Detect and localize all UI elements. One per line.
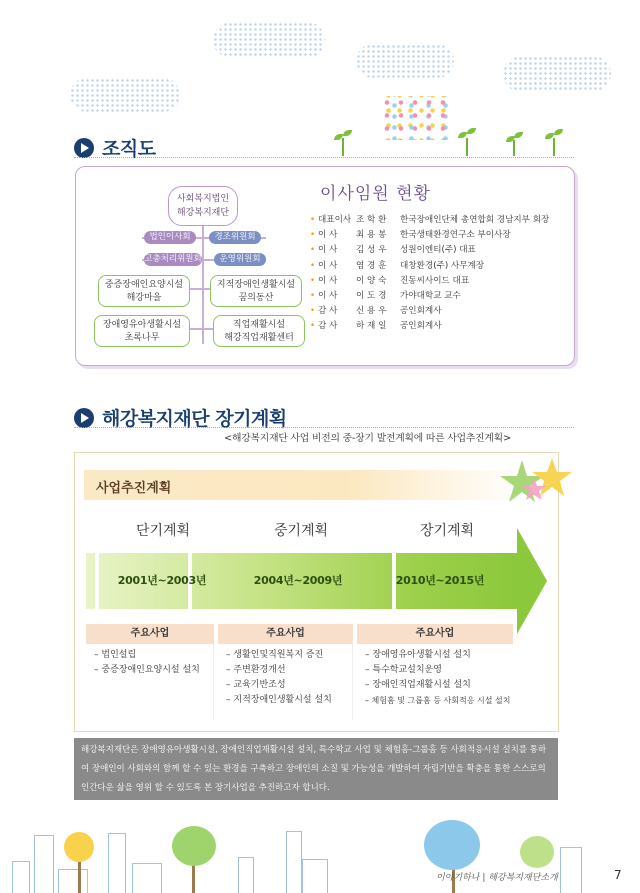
list-item: – 법인설립: [94, 650, 137, 660]
cloud-decoration: [503, 56, 611, 92]
org-top-line2: 해강복지재단: [176, 208, 230, 218]
star-decoration-icon: [494, 456, 578, 516]
arrow-head-icon: [517, 528, 547, 634]
task-header: 주요사업: [218, 624, 353, 644]
facility-name: 해강마을: [126, 293, 162, 303]
board-title: 이사임원 현황: [320, 184, 431, 204]
timeline-separator: [95, 553, 99, 609]
org-pill-board: 법인이사회: [144, 231, 196, 244]
cloud-decoration: [213, 22, 325, 58]
task-column: [357, 644, 517, 720]
page-number: 7: [614, 868, 622, 882]
bullet-icon: •: [310, 306, 316, 317]
facility-type: 지적장애인생활시설: [216, 280, 296, 290]
bullet-icon: •: [310, 275, 316, 286]
list-item: • 대표이사 조 학 환 한국장애인단체 총연합회 경남지부 회장: [310, 213, 549, 228]
facility-name: 초록나무: [124, 333, 160, 343]
facility-type: 직업재활시설: [232, 320, 286, 330]
bullet-icon: •: [310, 230, 316, 241]
facility-type: 중증장애인요양시설: [104, 280, 184, 290]
task-column: [218, 644, 353, 720]
section-title: 해강복지재단 장기계획: [102, 408, 287, 430]
bullet-icon: •: [310, 260, 316, 271]
facility-type: 장애영유아생활시설: [102, 320, 182, 330]
task-header: 주요사업: [86, 624, 214, 644]
page-footer: 이야기하나 | 해강복지재단소개: [436, 873, 558, 883]
arrow-circle-icon: [74, 408, 94, 428]
list-item: – 주변환경개선: [226, 665, 286, 675]
description-box: 해강복지재단은 장애영유아생활시설, 장애인직업재활시설 설치, 특수학교 사업 및 체험홈-그룹홈 등 사회적응시설 설치를 통하여 장애인이 사회와의 함께 할 수 있는 환경을 구축하고 장애인의 소질 및 가능성을 개발하여 자립기반을 확충을 통한 스스로의 인간다운 삶을 영위 할 수 있도록 본 장기사업을 추진하고자 합니다.: [74, 738, 558, 800]
task-header: 주요사업: [357, 624, 513, 644]
divider: [74, 427, 574, 428]
bullet-icon: •: [310, 245, 316, 256]
plan-banner-label: 사업추진계획: [96, 481, 172, 496]
board-member-list: [310, 213, 549, 335]
list-item: – 장애인직업재활시설 설치: [365, 680, 471, 690]
cloud-decoration: [356, 44, 454, 78]
plan-subtitle: <해강복지재단 사업 비전의 중-장기 발전계획에 따른 사업추진계획>: [224, 433, 511, 444]
list-item: – 지적장애인생활시설 설치: [226, 695, 332, 705]
org-chart-box: [75, 166, 575, 366]
task-column: [86, 644, 214, 720]
list-item: • 감 사 하 재 일 공인회계사: [310, 319, 549, 334]
list-item: • 이 사 이 양 숙 진동씨사이드 대표: [310, 274, 549, 289]
org-pill-operation: 운영위원회: [214, 253, 266, 266]
list-item: • 이 사 이 도 경 가야대학교 교수: [310, 289, 549, 304]
facility-node: [210, 275, 302, 307]
list-item: • 이 사 염 경 훈 대창환경(주) 사무계장: [310, 259, 549, 274]
list-item: – 체험홈 및 그룹홈 등 사회적응 시설 설치: [365, 696, 511, 705]
arrow-circle-icon: [74, 138, 94, 158]
list-item: – 생활인및직원복지 증진: [226, 650, 324, 660]
divider: [74, 157, 574, 158]
bullet-icon: •: [310, 215, 316, 225]
cloud-decoration: [70, 78, 180, 112]
list-item: – 장애영유아생활시설 설치: [365, 650, 471, 660]
phase-title: 단기계획: [135, 523, 191, 539]
phase-title: 장기계획: [419, 523, 475, 539]
org-pill-grievance: 고충처리위원회: [144, 254, 202, 264]
phase-period: 2001년~2003년: [117, 574, 207, 587]
bullet-icon: •: [310, 290, 316, 301]
phase-title: 중기계획: [273, 523, 329, 539]
phase-period: 2010년~2015년: [395, 574, 485, 587]
org-top-node: [168, 186, 238, 226]
facility-node: [94, 315, 190, 347]
section-title: 조직도: [102, 138, 156, 160]
list-item: – 특수학교설치운영: [365, 665, 442, 675]
list-item: – 중증장애인요양시설 설치: [94, 665, 200, 675]
facility-node: [213, 315, 305, 347]
bullet-icon: •: [310, 321, 316, 332]
list-item: – 교육기반조성: [226, 680, 286, 690]
connector-line: [202, 226, 204, 344]
list-item: • 이 사 김 성 우 성원이엔티(주) 대표: [310, 243, 549, 258]
list-item: • 감 사 신 용 우 공인회계사: [310, 304, 549, 319]
org-top-line1: 사회복지법인: [176, 194, 230, 204]
facility-name: 해강직업재활센터: [224, 333, 294, 343]
list-item: • 이 사 최 용 봉 한국생태환경연구소 부이사장: [310, 228, 549, 243]
facility-node: [98, 275, 190, 307]
phase-period: 2004년~2009년: [253, 574, 343, 587]
facility-name: 꿈의동산: [238, 293, 274, 303]
org-pill-ceremony: 경조위원회: [209, 231, 261, 244]
